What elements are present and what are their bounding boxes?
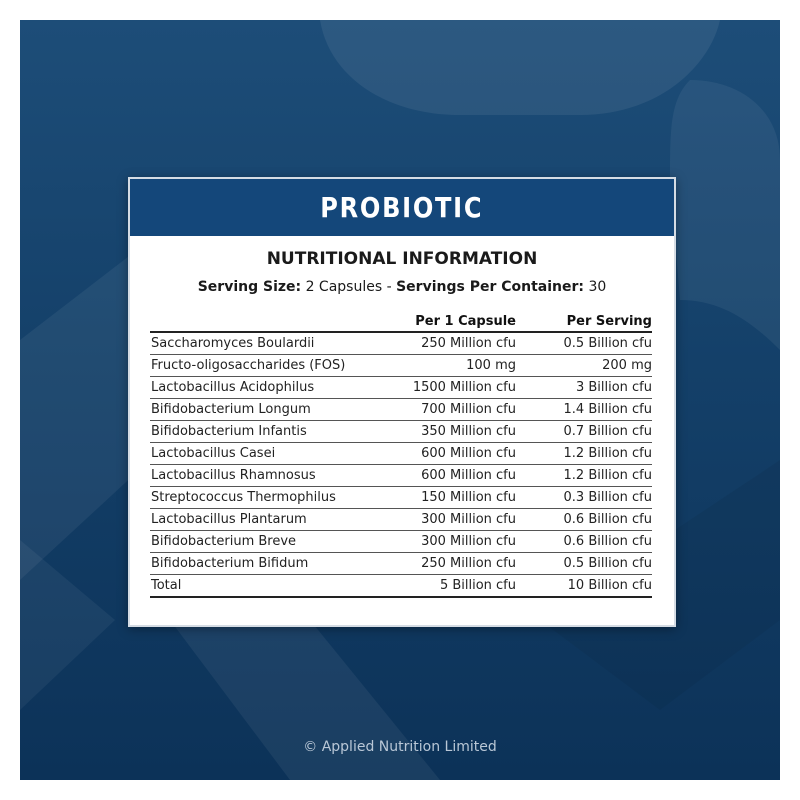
card-header [130, 179, 674, 236]
table-row [150, 531, 652, 553]
ingredient-name: Saccharomyces Boulardii [150, 332, 382, 355]
servings-per-container-label: Servings Per Container: [396, 279, 584, 295]
table-row [150, 377, 652, 399]
servings-per-container-value: 30 [584, 279, 607, 295]
per-capsule-value: 700 Million cfu [382, 399, 516, 421]
per-capsule-value: 150 Million cfu [382, 487, 516, 509]
total-per-capsule-value: 5 Billion cfu [382, 575, 516, 598]
ingredient-name: Bifidobacterium Longum [150, 399, 382, 421]
ingredient-name: Lactobacillus Rhamnosus [150, 465, 382, 487]
background-panel [20, 20, 780, 780]
column-header-per-serving: Per Serving [516, 311, 652, 332]
total-per-serving-value: 10 Billion cfu [516, 575, 652, 598]
per-serving-value: 1.2 Billion cfu [516, 443, 652, 465]
per-serving-value: 200 mg [516, 355, 652, 377]
table-row [150, 553, 652, 575]
per-capsule-value: 300 Million cfu [382, 509, 516, 531]
product-title: PROBIOTIC [320, 191, 484, 224]
per-serving-value: 1.4 Billion cfu [516, 399, 652, 421]
table-row [150, 355, 652, 377]
per-serving-value: 0.7 Billion cfu [516, 421, 652, 443]
per-serving-value: 0.3 Billion cfu [516, 487, 652, 509]
copyright-text: © Applied Nutrition Limited [303, 739, 497, 755]
table-row [150, 509, 652, 531]
per-capsule-value: 1500 Million cfu [382, 377, 516, 399]
per-serving-value: 0.6 Billion cfu [516, 531, 652, 553]
per-capsule-value: 250 Million cfu [382, 332, 516, 355]
column-header-ingredient [150, 311, 382, 332]
total-label: Total [150, 575, 382, 598]
column-header-per-capsule: Per 1 Capsule [382, 311, 516, 332]
per-capsule-value: 600 Million cfu [382, 465, 516, 487]
per-capsule-value: 100 mg [382, 355, 516, 377]
table-header-row [150, 311, 652, 332]
per-capsule-value: 350 Million cfu [382, 421, 516, 443]
table-row [150, 443, 652, 465]
ingredient-name: Bifidobacterium Breve [150, 531, 382, 553]
per-capsule-value: 300 Million cfu [382, 531, 516, 553]
ingredient-name: Lactobacillus Acidophilus [150, 377, 382, 399]
nutrition-table [150, 311, 652, 598]
per-serving-value: 0.5 Billion cfu [516, 553, 652, 575]
per-serving-value: 0.6 Billion cfu [516, 509, 652, 531]
nutrition-heading: NUTRITIONAL INFORMATION [266, 249, 538, 269]
per-serving-value: 3 Billion cfu [516, 377, 652, 399]
ingredient-name: Lactobacillus Casei [150, 443, 382, 465]
per-serving-value: 1.2 Billion cfu [516, 465, 652, 487]
per-serving-value: 0.5 Billion cfu [516, 332, 652, 355]
serving-size-value: 2 Capsules - [301, 279, 397, 295]
serving-info [130, 279, 674, 295]
table-row [150, 332, 652, 355]
ingredient-name: Bifidobacterium Infantis [150, 421, 382, 443]
ingredient-name: Fructo-oligosaccharides (FOS) [150, 355, 382, 377]
ingredient-name: Bifidobacterium Bifidum [150, 553, 382, 575]
table-total-row [150, 575, 652, 598]
table-row [150, 465, 652, 487]
per-capsule-value: 600 Million cfu [382, 443, 516, 465]
per-capsule-value: 250 Million cfu [382, 553, 516, 575]
table-row [150, 399, 652, 421]
table-row [150, 487, 652, 509]
ingredient-name: Lactobacillus Plantarum [150, 509, 382, 531]
serving-size-label: Serving Size: [197, 279, 302, 295]
nutrition-card [128, 177, 676, 627]
ingredient-name: Streptococcus Thermophilus [150, 487, 382, 509]
table-row [150, 421, 652, 443]
